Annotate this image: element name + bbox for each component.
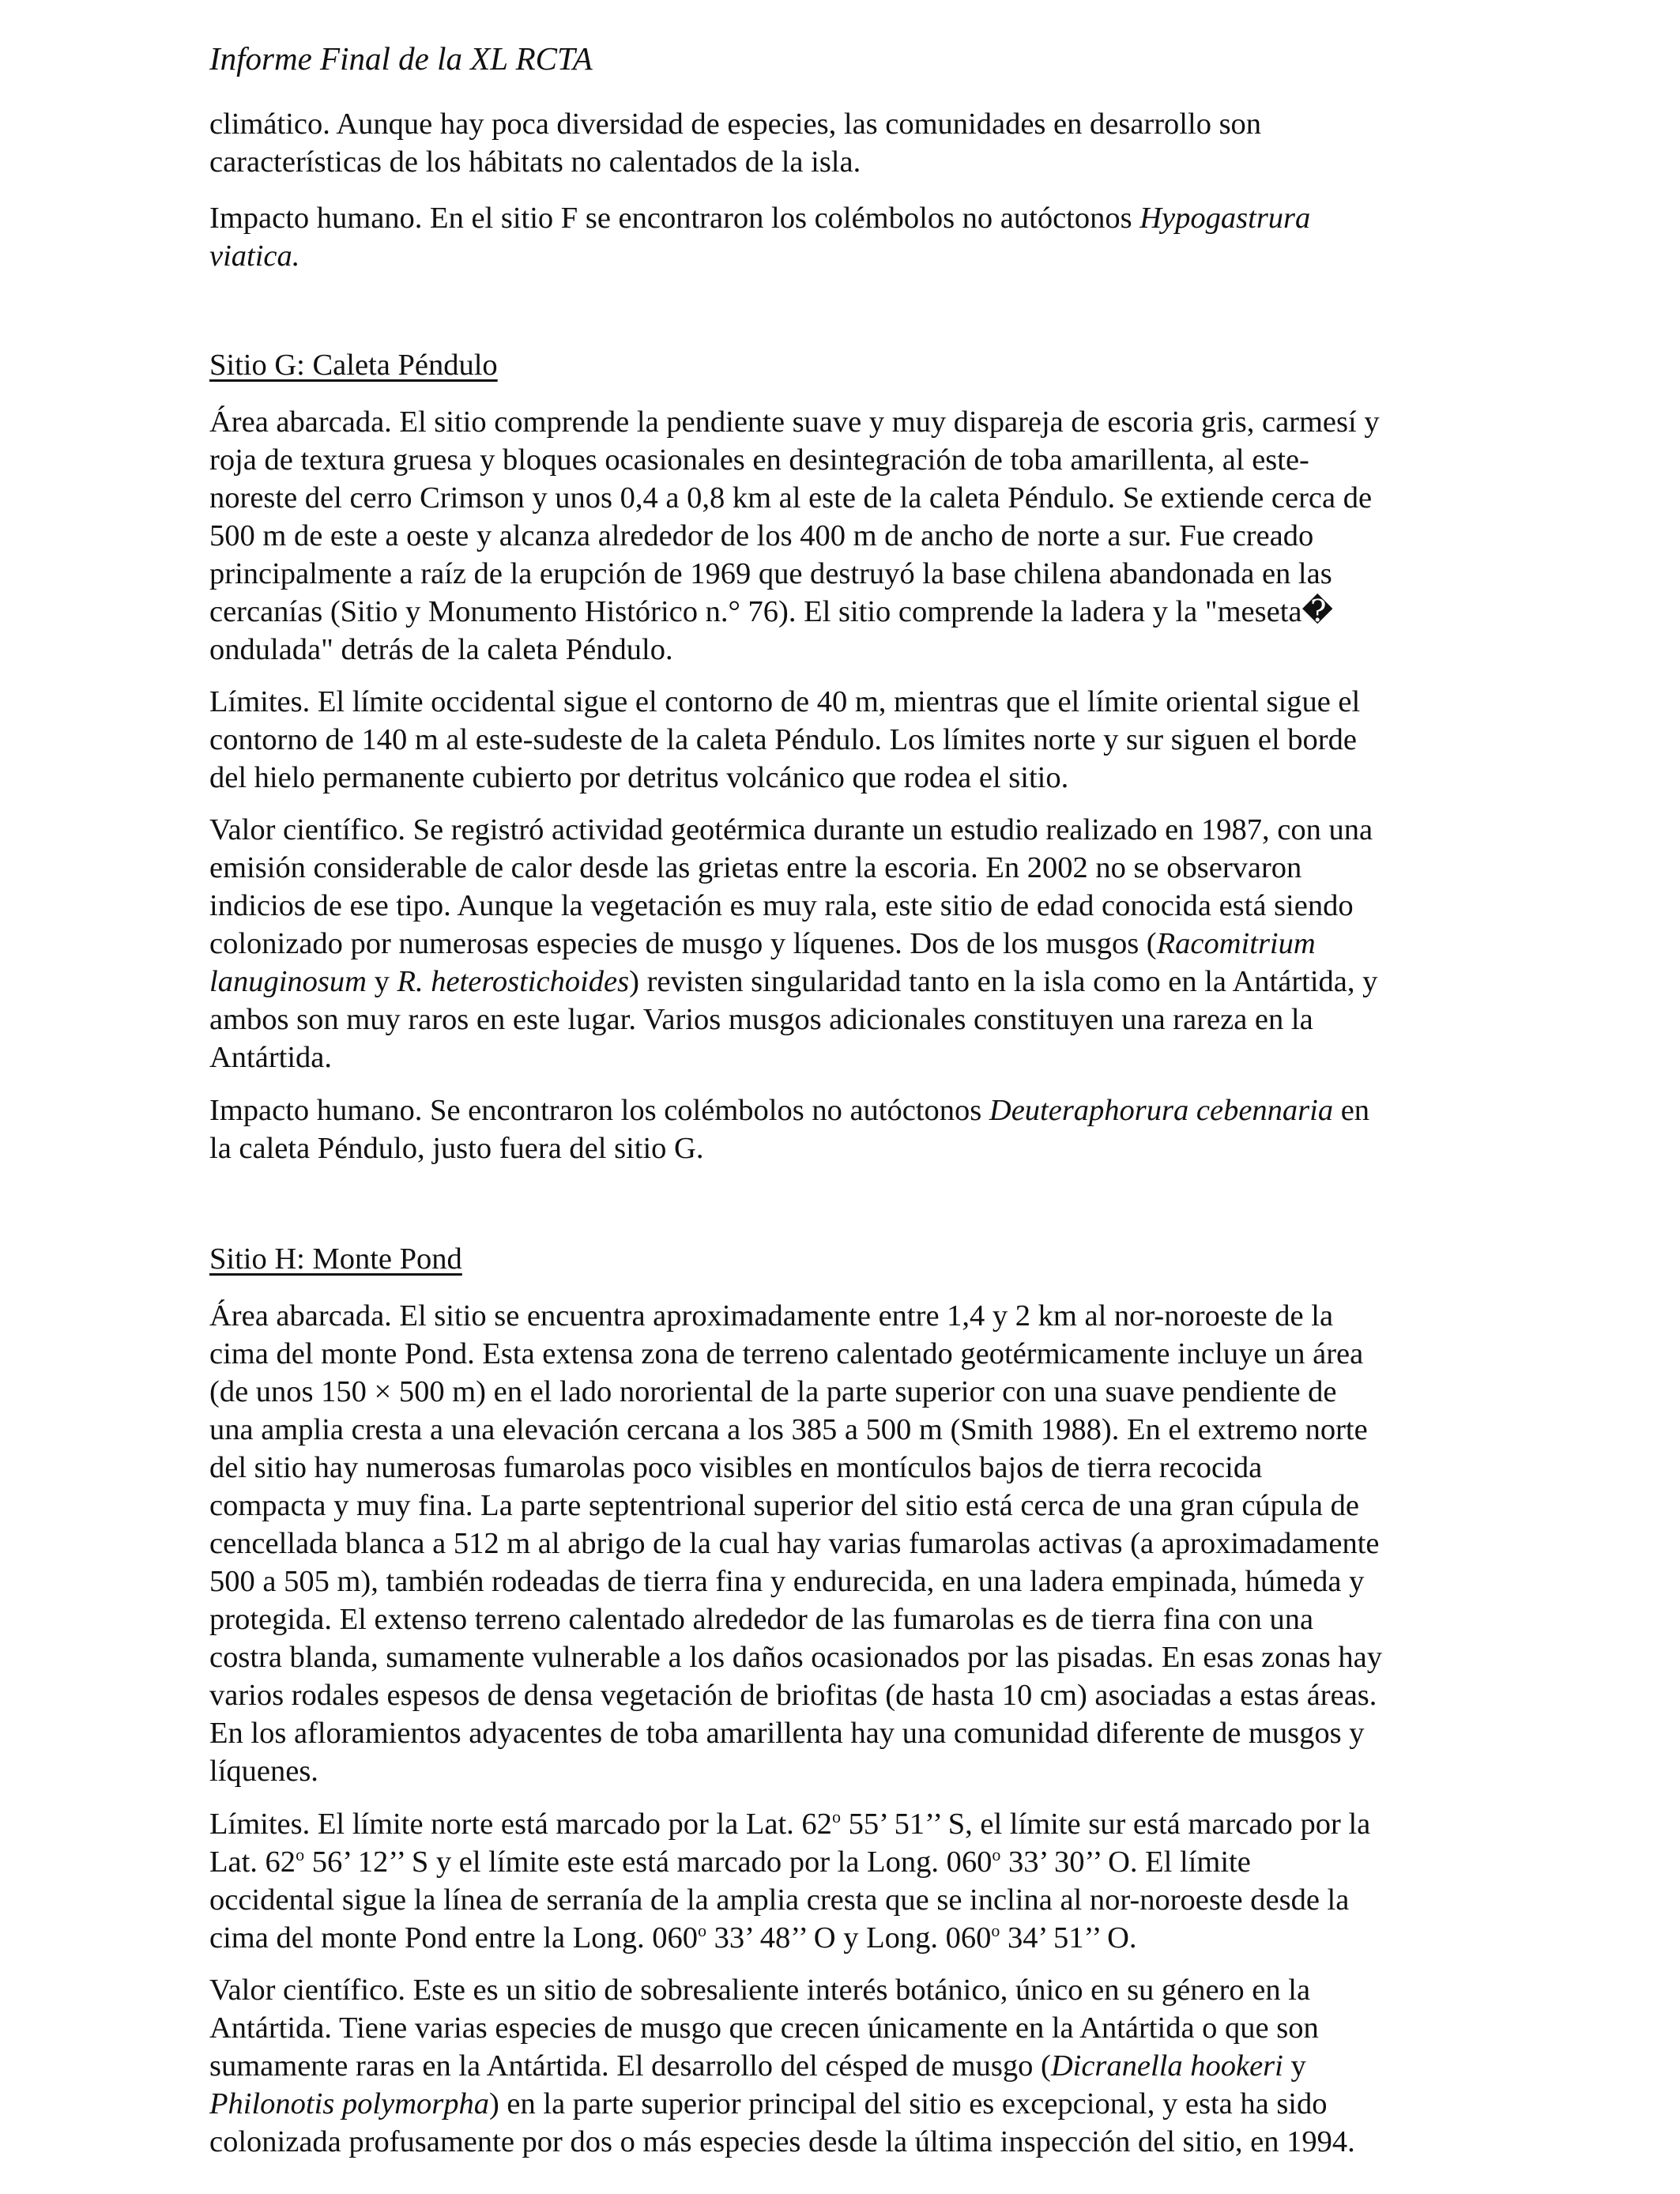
text-run: ) en la parte superior principal del sitio es excepcional, y esta ha sido [488, 2087, 1328, 2120]
text-run: 56’ 12’’ S y el límite este está marcado por la Long. 060 [304, 1845, 993, 1879]
section-heading-site-g [209, 346, 1490, 384]
text-run: 33’ 48’’ O y Long. 060 [706, 1921, 992, 1955]
text-run: colonizado por numerosas especies de musgo y líquenes. Dos de los musgos ( [209, 927, 1157, 960]
text-line: ondulada" detrás de la caleta Péndulo. [209, 633, 673, 666]
paragraph-human-impact-f [209, 199, 1490, 275]
text-line [209, 1843, 1490, 1881]
text-run: Límites. El límite norte está marcado por la Lat. 62 [209, 1808, 832, 1841]
text-run: 34’ 51’’ O. [1000, 1921, 1137, 1955]
text-line [209, 2047, 1490, 2085]
text-line: principalmente a raíz de la erupción de 1969 que destruyó la base chilena abandonada en las [209, 557, 1332, 590]
text-line: una amplia cresta a una elevación cercana a los 385 a 500 m (Smith 1988). En el extremo norte [209, 1413, 1368, 1446]
text-run: 55’ 51’’ S, el límite sur está marcado por la [840, 1808, 1371, 1841]
text-line: 500 a 505 m), también rodeadas de tierra fina y endurecida, en una ladera empinada, húmeda y [209, 1565, 1365, 1598]
text-line [209, 199, 1490, 237]
paragraph-impact-site-g [209, 1091, 1490, 1167]
text-line: Antártida. [209, 1041, 333, 1074]
text-line [209, 1091, 1490, 1129]
text-run: Impacto humano. Se encontraron los colémbolos no autóctonos [209, 1094, 989, 1127]
text-line [209, 2085, 1490, 2123]
species-name: Deuteraphorura cebennaria [989, 1094, 1334, 1127]
degree-mark: o [992, 1845, 1001, 1864]
text-line: compacta y muy fina. La parte septentrional superior del sitio está cerca de una gran cúpula de [209, 1489, 1359, 1522]
section-heading: Sitio G: Caleta Péndulo [209, 349, 498, 382]
text-run: cima del monte Pond entre la Long. 060 [209, 1921, 698, 1955]
text-line [209, 1919, 1490, 1957]
species-name: Hypogastrura [1139, 202, 1311, 235]
degree-mark: o [991, 1921, 1000, 1940]
species-name: Racomitrium [1156, 927, 1316, 960]
text-run: en [1333, 1094, 1370, 1127]
text-line: líquenes. [209, 1755, 318, 1788]
text-run: Lat. 62 [209, 1845, 296, 1879]
text-run: sumamente raras en la Antártida. El desarrollo del césped de musgo ( [209, 2049, 1051, 2083]
text-line: 500 m de este a oeste y alcanza alrededor de los 400 m de ancho de norte a sur. Fue creado [209, 519, 1314, 552]
paragraph-limits-site-h [209, 1805, 1490, 1957]
text-line: (de unos 150 × 500 m) en el lado nororiental de la parte superior con una suave pendiente de [209, 1375, 1337, 1408]
degree-mark: o [831, 1807, 841, 1826]
text-line: Valor científico. Se registró actividad geotérmica durante un estudio realizado en 1987, con una [209, 813, 1373, 846]
text-line: occidental sigue la línea de serranía de la amplia cresta que se inclina al nor-noroeste desde la [209, 1883, 1350, 1917]
paragraph-science-site-g [209, 811, 1490, 1076]
species-name: viatica. [209, 239, 300, 273]
text-run: ) revisten singularidad tanto en la isla como en la Antártida, y [629, 965, 1378, 998]
text-line: Área abarcada. El sitio se encuentra aproximadamente entre 1,4 y 2 km al nor-noroeste de la [209, 1299, 1334, 1333]
text-line: noreste del cerro Crimson y unos 0,4 a 0,8 km al este de la caleta Péndulo. Se extiende cerca de [209, 481, 1373, 515]
text-line: cercanías (Sitio y Monumento Histórico n.° 76). El sitio comprende la ladera y la "meseta� [209, 595, 1333, 628]
degree-mark: o [296, 1845, 305, 1864]
species-name: lanuginosum [209, 965, 367, 998]
text-line [209, 963, 1490, 1001]
text-line: climático. Aunque hay poca diversidad de especies, las comunidades en desarrollo son [209, 107, 1262, 141]
species-name: Philonotis polymorpha [209, 2087, 489, 2120]
text-run: Impacto humano. En el sitio F se encontraron los colémbolos no autóctonos [209, 202, 1140, 235]
text-line: colonizada profusamente por dos o más especies desde la última inspección del sitio, en 1994. [209, 2125, 1355, 2158]
text-line [209, 1805, 1490, 1843]
text-line: protegida. El extenso terreno calentado alrededor de las fumarolas es de tierra fina con una [209, 1603, 1314, 1636]
text-line: cencellada blanca a 512 m al abrigo de la cual hay varias fumarolas activas (a aproximadamente [209, 1527, 1380, 1560]
paragraph-continuation [209, 105, 1490, 181]
text-line: la caleta Péndulo, justo fuera del sitio G. [209, 1132, 704, 1165]
text-line [209, 925, 1490, 963]
species-name: Dicranella hookeri [1050, 2049, 1283, 2083]
paragraph-area-site-g [209, 403, 1490, 669]
text-line: roja de textura gruesa y bloques ocasionales en desintegración de toba amarillenta, al este- [209, 443, 1309, 477]
text-line: cima del monte Pond. Esta extensa zona de terreno calentado geotérmicamente incluye un área [209, 1337, 1364, 1370]
paragraph-science-site-h [209, 1971, 1490, 2161]
text-line: del hielo permanente cubierto por detritus volcánico que rodea el sitio. [209, 761, 1069, 794]
text-line: emisión considerable de calor desde las grietas entre la escoria. En 2002 no se observaron [209, 851, 1302, 884]
text-run: y [1283, 2049, 1306, 2083]
text-line: del sitio hay numerosas fumarolas poco visibles en montículos bajos de tierra recocida [209, 1451, 1263, 1484]
text-line: varios rodales espesos de densa vegetación de briofitas (de hasta 10 cm) asociadas a estas áreas. [209, 1679, 1377, 1712]
text-line: ambos son muy raros en este lugar. Varios musgos adicionales constituyen una rareza en la [209, 1003, 1313, 1036]
text-line: contorno de 140 m al este-sudeste de la caleta Péndulo. Los límites norte y sur siguen el borde [209, 723, 1357, 756]
degree-mark: o [698, 1921, 706, 1940]
text-line: En los afloramientos adyacentes de toba amarillenta hay una comunidad diferente de musgos y [209, 1717, 1365, 1750]
running-header: Informe Final de la XL RCTA [209, 40, 593, 77]
text-run: y [366, 965, 397, 998]
section-heading-site-h [209, 1240, 1490, 1278]
paragraph-limits-site-g [209, 683, 1490, 797]
text-run: 33’ 30’’ O. El límite [1000, 1845, 1251, 1879]
section-heading: Sitio H: Monte Pond [209, 1242, 462, 1276]
text-line: Límites. El límite occidental sigue el contorno de 40 m, mientras que el límite oriental sigue el [209, 685, 1361, 718]
text-line: costra blanda, sumamente vulnerable a los daños ocasionados por las pisadas. En esas zonas hay [209, 1641, 1382, 1674]
text-line: indicios de ese tipo. Aunque la vegetación es muy rala, este sitio de edad conocida está siendo [209, 889, 1354, 922]
text-line: Área abarcada. El sitio comprende la pendiente suave y muy dispareja de escoria gris, carmesí y [209, 405, 1380, 439]
text-line: Valor científico. Este es un sitio de sobresaliente interés botánico, único en su género en la [209, 1973, 1311, 2007]
species-name: R. heterostichoides [397, 965, 630, 998]
text-line: Antártida. Tiene varias especies de musgo que crecen únicamente en la Antártida o que son [209, 2011, 1319, 2045]
text-line: características de los hábitats no calentados de la isla. [209, 145, 861, 179]
paragraph-area-site-h [209, 1297, 1490, 1790]
